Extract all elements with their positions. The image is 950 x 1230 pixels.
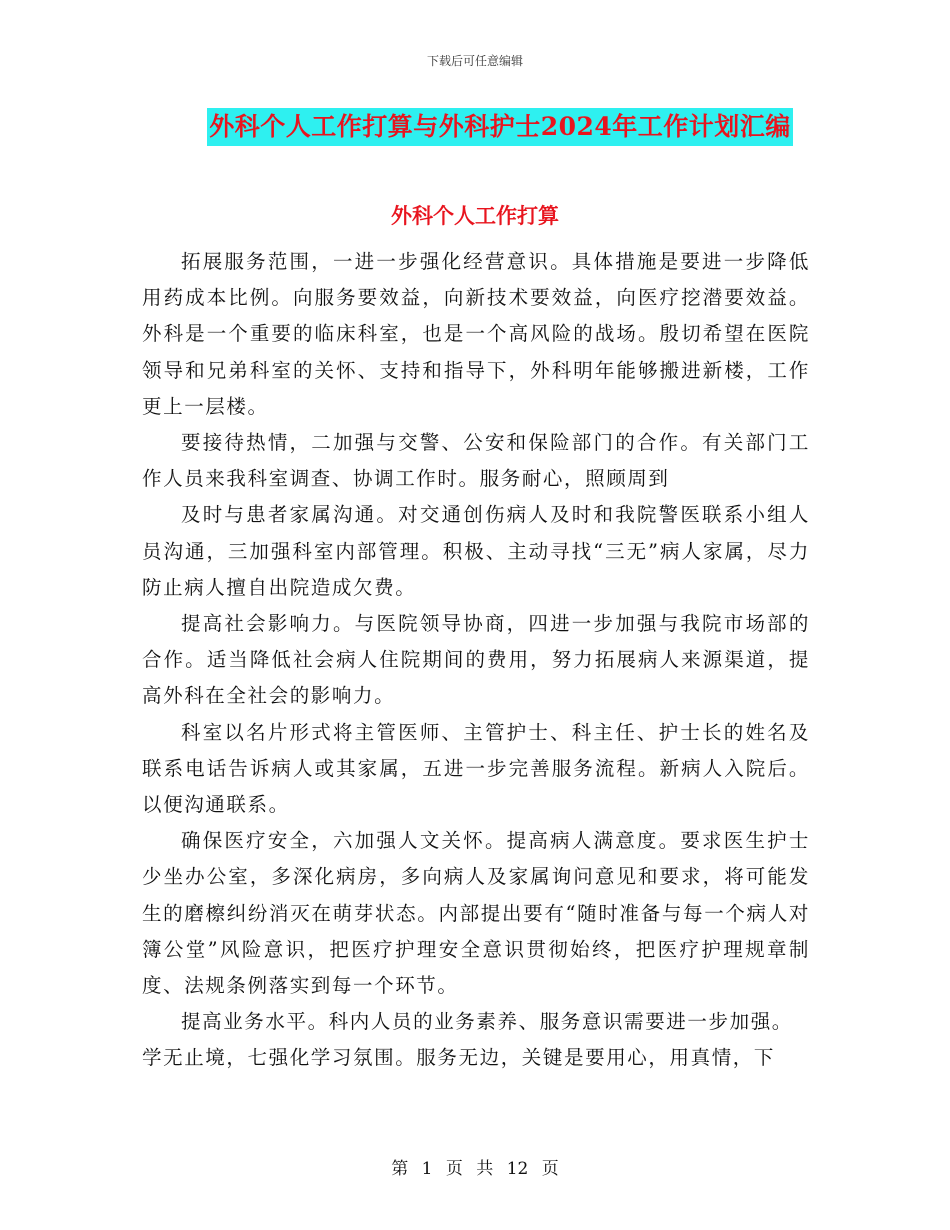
main-title-container [0, 108, 950, 146]
main-title: 外科个人工作打算与外科护士2024年工作计划汇编 [207, 108, 793, 146]
paragraph: 科室以名片形式将主管医师、主管护士、科主任、护士长的姓名及联系电话告诉病人或其家属，五进一步完善服务流程。新病人入院后。以便沟通联系。 [142, 720, 810, 817]
section-title: 外科个人工作打算 [391, 203, 559, 228]
paragraph: 学无止境，七强化学习氛围。服务无边，关键是要用心，用真情，下 [142, 1046, 776, 1070]
document-body [142, 244, 810, 1077]
paragraph: 拓展服务范围，一进一步强化经营意识。具体措施是要进一步降低用药成本比例。向服务要效益，向新技术要效益，向医疗挖潜要效益。外科是一个重要的临床科室，也是一个高风险的战场。殷切希望在医院领导和兄弟科室的关怀、支持和指导下，外科明年能够搬进新楼，工作更上一层楼。 [142, 250, 810, 418]
paragraph: 要接待热情，二加强与交警、公安和保险部门的合作。有关部门工作人员来我科室调查、协调工作时。服务耐心，照顾周到 [142, 431, 810, 491]
page-header-note: 下载后可任意编辑 [426, 54, 523, 68]
page-number: 第 1 页 共 12 页 [391, 1159, 559, 1179]
paragraph: 提高社会影响力。与医院领导协商，四进一步加强与我院市场部的合作。适当降低社会病人住院期间的费用，努力拓展病人来源渠道，提高外科在全社会的影响力。 [142, 612, 810, 708]
paragraph: 及时与患者家属沟通。对交通创伤病人及时和我院警医联系小组人员沟通，三加强科室内部管理。积极、主动寻找“三无”病人家属，尽力防止病人擅自出院造成欠费。 [142, 503, 810, 599]
paragraph: 提高业务水平。科内人员的业务素养、服务意识需要进一步加强。 [181, 1010, 793, 1034]
paragraph: 确保医疗安全，六加强人文关怀。提高病人满意度。要求医生护士少坐办公室，多深化病房，多向病人及家属询问意见和要求，将可能发生的磨檫纠纷消灭在萌芽状态。内部提出要有“随时准备与每一个病人对簿公堂”风险意识，把医疗护理安全意识贯彻始终，把医疗护理规章制度、法规条例落实到每一个环节。 [142, 829, 810, 998]
